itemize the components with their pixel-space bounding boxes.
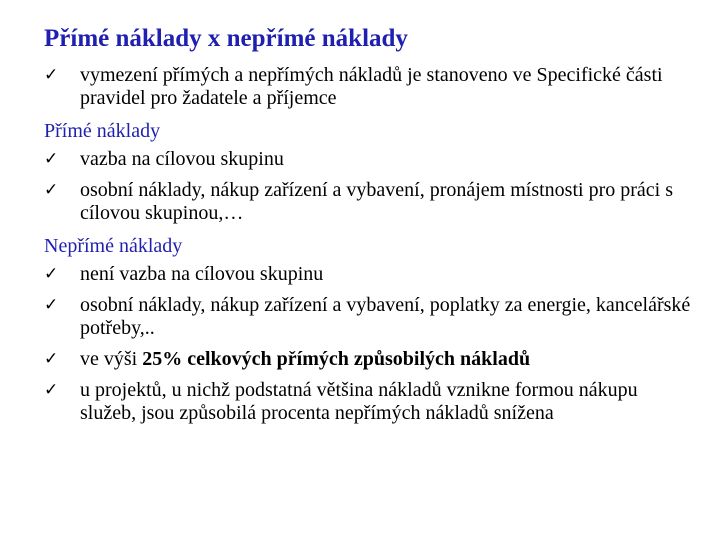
list-item xyxy=(44,263,694,286)
check-icon: ✓ xyxy=(44,65,59,85)
check-icon: ✓ xyxy=(44,264,59,284)
item-text: vazba na cílovou skupinu xyxy=(80,148,284,170)
item-text: není vazba na cílovou skupinu xyxy=(80,263,324,285)
list-item xyxy=(44,148,694,171)
rate-prefix: ve výši xyxy=(80,348,143,370)
check-icon: ✓ xyxy=(44,149,59,169)
item-text: vymezení přímých a nepřímých nákladů je stanoveno ve Specifické části pravidel pro žadatele a příjemce xyxy=(80,64,663,109)
indirect-costs-heading: Nepřímé náklady xyxy=(44,235,183,257)
rate-emphasis: 25% celkových přímých způsobilých nákladů xyxy=(142,348,531,370)
check-icon: ✓ xyxy=(44,180,59,200)
list-item xyxy=(44,348,694,371)
check-icon: ✓ xyxy=(44,349,59,369)
check-icon: ✓ xyxy=(44,380,59,400)
list-item xyxy=(44,64,694,110)
slide-title: Přímé náklady x nepřímé náklady xyxy=(44,25,408,52)
direct-costs-heading: Přímé náklady xyxy=(44,120,161,142)
item-text: osobní náklady, nákup zařízení a vybavení, pronájem místnosti pro práci s cílovou skupinou,… xyxy=(80,179,673,224)
list-item xyxy=(44,294,694,340)
list-item xyxy=(44,379,694,425)
list-item xyxy=(44,179,694,225)
item-text: osobní náklady, nákup zařízení a vybavení, poplatky za energie, kancelářské potřeby,.. xyxy=(80,294,691,339)
check-icon: ✓ xyxy=(44,295,59,315)
content-list xyxy=(44,64,694,433)
item-text: u projektů, u nichž podstatná většina nákladů vznikne formou nákupu služeb, jsou způsobilá procenta nepřímých nákladů snížena xyxy=(80,379,638,424)
